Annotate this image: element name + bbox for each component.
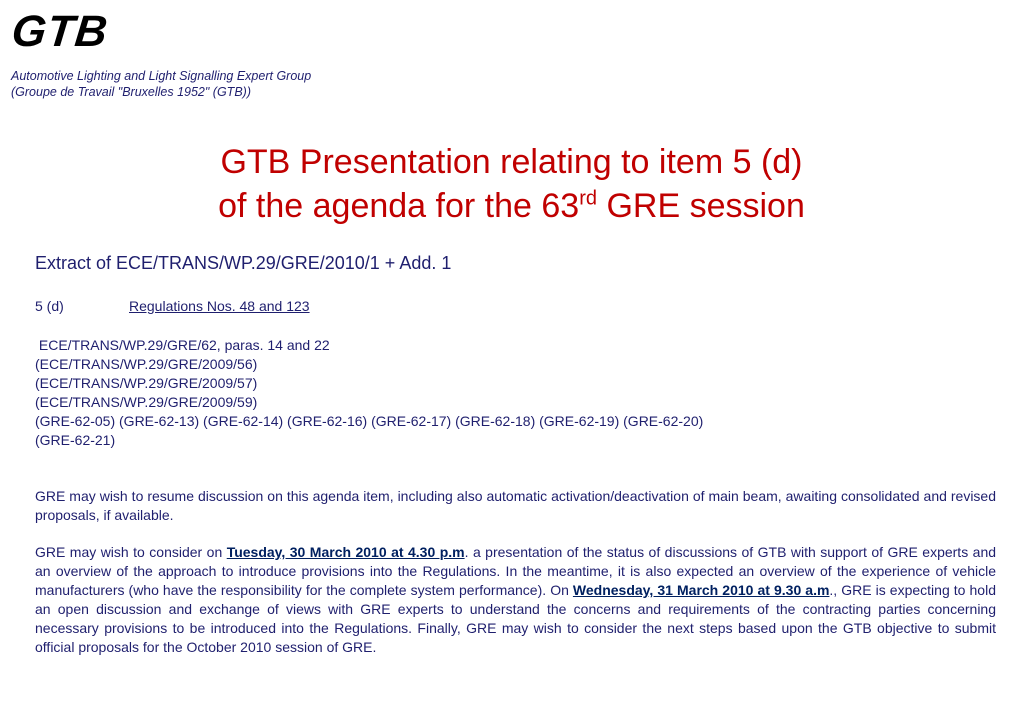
organization-subname: (Groupe de Travail "Bruxelles 1952" (GTB)) (11, 85, 251, 99)
paragraph2-part1: GRE may wish to consider on (35, 544, 227, 560)
date-tuesday: Tuesday, 30 March 2010 at 4.30 p.m (226, 544, 465, 560)
agenda-item-regulations: Regulations Nos. 48 and 123 (129, 298, 310, 314)
reference-line: (ECE/TRANS/WP.29/GRE/2009/57) (35, 375, 258, 391)
title-line-2-post: GRE session (597, 187, 805, 225)
reference-line: (GRE-62-21) (35, 432, 116, 448)
organization-name: Automotive Lighting and Light Signalling Expert Group (11, 69, 312, 83)
date-wednesday: Wednesday, 31 March 2010 at 9.30 a.m (572, 582, 830, 598)
reference-line: (ECE/TRANS/WP.29/GRE/2009/56) (35, 356, 258, 372)
reference-line: ECE/TRANS/WP.29/GRE/62, paras. 14 and 22 (35, 337, 330, 353)
title-line-2 (0, 184, 1023, 228)
title-superscript: rd (579, 187, 597, 210)
title-line-2-pre: of the agenda for the 63 (218, 187, 580, 225)
agenda-item-row (35, 298, 310, 314)
gtb-logo: GTB (9, 7, 111, 56)
document-references (35, 336, 703, 450)
paragraph2-part2: . a presentation of the status of discussions of GTB with support of GRE experts and an overview of the approach to introduce provisions into the Regulations. In the meantime, it is also expected an overview of the experience of vehicle manufacturers (who have the responsibility for the complete system performance). On (35, 544, 997, 598)
title-line-1: GTB Presentation relating to item 5 (d) (220, 143, 803, 181)
paragraph-resume-discussion: GRE may wish to resume discussion on this agenda item, including also automatic activation/deactivation of main beam, awaiting consolidated and revised proposals, if available. (35, 488, 996, 523)
paragraph2-part3: ., GRE is expecting to hold an open discussion and exchange of views with GRE experts to understand the concerns and requirements of the contracting parties concerning necessary provisions to be introduced into the Regulations. Finally, GRE may wish to consider the next steps based upon the GTB objective to submit official proposals for the October 2010 session of GRE. (35, 582, 996, 655)
agenda-item-number: 5 (d) (35, 298, 64, 314)
organization-caption (11, 68, 311, 100)
reference-line: (GRE-62-05) (GRE-62-13) (GRE-62-14) (GRE-62-16) (GRE-62-17) (GRE-62-18) (GRE-62-19) (GRE-62-20) (35, 413, 704, 429)
page-title (0, 140, 1023, 228)
reference-line: (ECE/TRANS/WP.29/GRE/2009/59) (35, 394, 258, 410)
paragraph-presentation-schedule (35, 543, 996, 657)
extract-heading: Extract of ECE/TRANS/WP.29/GRE/2010/1 + Add. 1 (35, 253, 452, 273)
